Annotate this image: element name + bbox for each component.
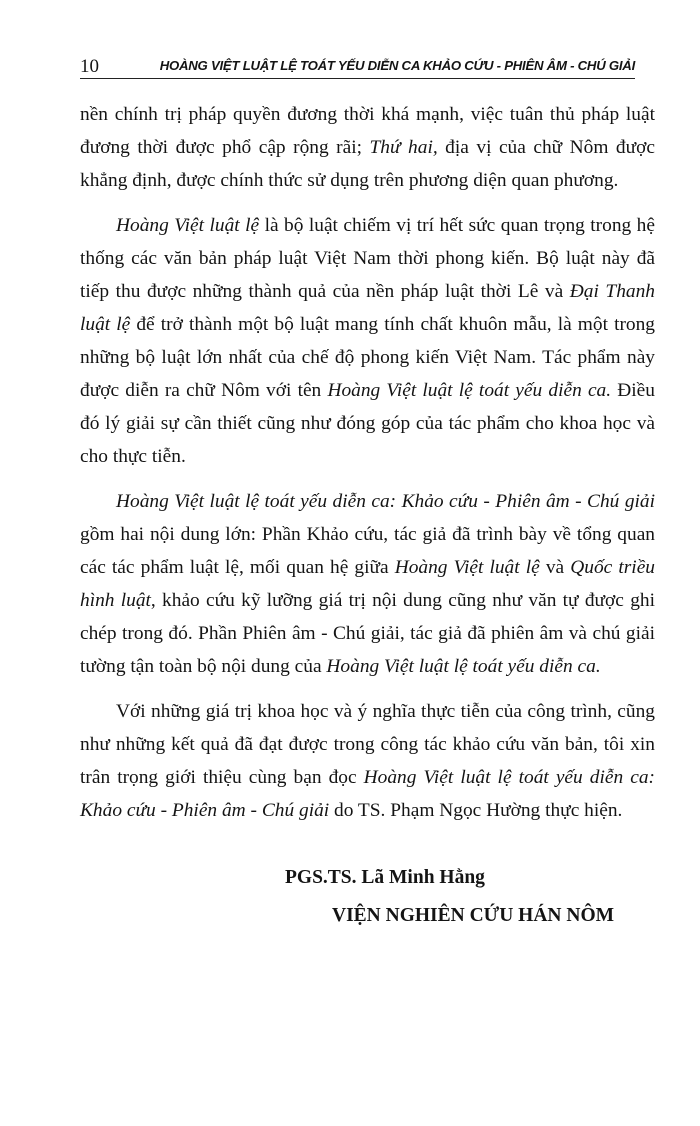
italic-run: Thứ hai,	[369, 137, 438, 158]
text-run: để trở thành một bộ luật mang tính chất khuôn mẫu, là một trong những bộ luật lớn nhất của chế độ phong kiến Việt Nam. Tác phẩm này được diễn ra chữ Nôm với tên	[80, 314, 655, 401]
page-number: 10	[80, 56, 99, 77]
italic-run: Hoàng Việt luật lệ toát yếu diễn ca: Khảo cứu - Phiên âm - Chú giải	[116, 491, 655, 512]
italic-run: Hoàng Việt luật lệ toát yếu diễn ca: Khảo cứu - Phiên âm - Chú giải	[80, 767, 655, 821]
text-run: Điều đó lý giải sự cần thiết cũng như đóng góp của tác phẩm cho khoa học và cho thực tiễn.	[80, 380, 655, 467]
text-run: Với những giá trị khoa học và ý nghĩa thực tiễn của công trình, cũng như những kết quả đã đạt được trong công tác khảo cứu văn bản, tôi xin trân trọng giới thiệu cùng bạn đọc	[80, 701, 655, 788]
italic-run: Hoàng Việt luật lệ toát yếu diễn ca.	[327, 380, 612, 401]
italic-run: Hoàng Việt luật lệ toát yếu diễn ca.	[326, 656, 601, 677]
italic-run: Quốc triều hình luật	[80, 557, 655, 611]
text-run: do TS. Phạm Ngọc Hường thực hiện.	[329, 800, 623, 821]
text-run: nền chính trị pháp quyền đương thời khá mạnh, việc tuân thủ pháp luật đương thời được phổ cập rộng rãi;	[80, 104, 655, 158]
paragraph-1	[80, 98, 655, 197]
text-run: địa vị của chữ Nôm được khẳng định, được chính thức sử dụng trên phương diện quan phương.	[80, 137, 656, 191]
italic-run: Đại Thanh luật lệ	[80, 281, 655, 335]
text-run: và	[539, 557, 571, 578]
text-run: là bộ luật chiếm vị trí hết sức quan trọng trong hệ thống các văn bản pháp luật Việt Nam thời phong kiến. Bộ luật này đã tiếp thu được những thành quả của nền pháp luật thời Lê và	[80, 215, 655, 302]
signature-organization: VIỆN NGHIÊN CỨU HÁN NÔM	[332, 905, 615, 926]
running-title: HOÀNG VIỆT LUẬT LỆ TOÁT YẾU DIỄN CA KHẢO CỨU - PHIÊN ÂM - CHÚ GIẢI	[159, 58, 635, 73]
italic-run: Hoàng Việt luật lệ	[116, 215, 260, 236]
page-header	[80, 52, 635, 79]
text-run: gồm hai nội dung lớn: Phần Khảo cứu, tác giả đã trình bày về tổng quan các tác phẩm luật lệ, mối quan hệ giữa	[80, 524, 655, 578]
body-text	[80, 98, 655, 839]
paragraph-2	[80, 209, 655, 473]
signature-name: PGS.TS. Lã Minh Hằng	[285, 867, 485, 888]
text-run: , khảo cứu kỹ lưỡng giá trị nội dung cũng như văn tự được ghi chép trong đó. Phần Phiên âm - Chú giải, tác giả đã phiên âm và chú giải tường tận toàn bộ nội dung của	[80, 590, 655, 677]
paragraph-3	[80, 485, 655, 683]
paragraph-4	[80, 695, 655, 827]
italic-run: Hoàng Việt luật lệ	[394, 557, 540, 578]
